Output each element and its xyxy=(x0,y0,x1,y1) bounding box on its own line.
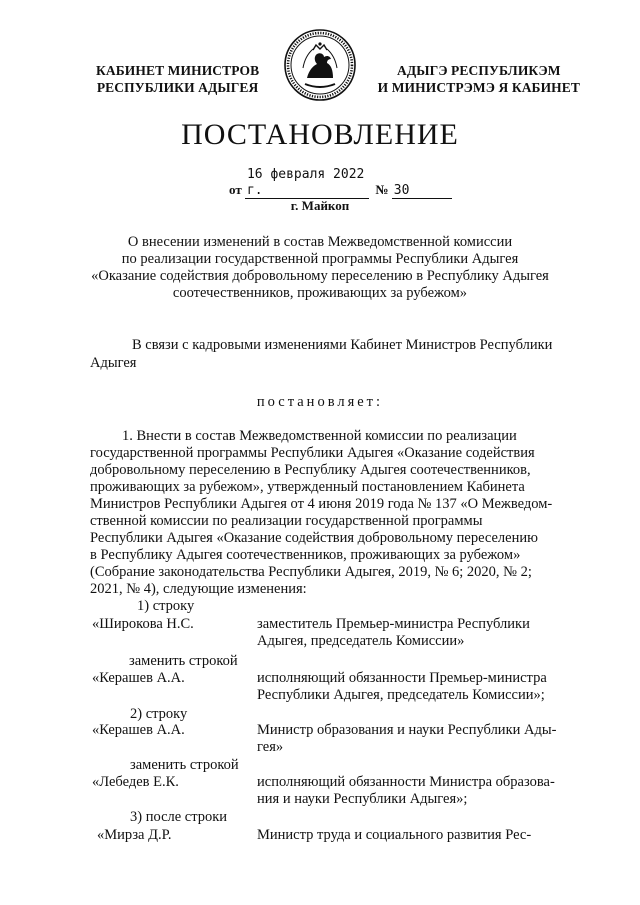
rep2-name: «Лебедев Е.К. xyxy=(92,774,179,790)
rep1-pos-line2: Республики Адыгея, председатель Комиссии»; xyxy=(257,687,545,703)
resolves-label: постановляет: xyxy=(256,394,384,410)
number-label: № xyxy=(375,182,389,197)
sub3-pos-line1: Министр труда и социального развития Рес- xyxy=(257,827,532,843)
sub1-pos-line1: заместитель Премьер-министра Республики xyxy=(257,616,530,632)
item1-line: (Собрание законодательства Республики Адыгея, 2019, № 6; 2020, № 2; xyxy=(90,564,532,580)
number-value-wrap xyxy=(392,182,452,199)
item1-line: в Республику Адыгея соотечественников, проживающих за рубежом» xyxy=(90,547,521,563)
sub3-position xyxy=(257,827,578,844)
sub3-name: «Мирза Д.Р. xyxy=(97,827,172,843)
header-right-line2: И МИНИСТРЭМЭ Я КАБИНЕТ xyxy=(377,80,580,95)
number-value: 30 xyxy=(393,183,410,198)
item1-line: Министров Республики Адыгея от 4 июня 2019 года № 137 «О Межведом- xyxy=(90,496,553,512)
date-value: 16 февраля 2022 г. xyxy=(246,167,365,198)
rep2-position xyxy=(257,774,578,808)
item1-block xyxy=(90,428,578,598)
header-left-line1: КАБИНЕТ МИНИСТРОВ xyxy=(96,63,260,78)
rep2-pos-line2: ния и науки Республики Адыгея»; xyxy=(257,791,468,807)
sub2-label: 2) строку xyxy=(130,706,188,722)
sub1-position xyxy=(257,616,578,650)
item1-line: государственной программы Республики Адыгея «Оказание содействия xyxy=(90,445,535,461)
subject-line2: по реализации государственной программы Республики Адыгея xyxy=(121,251,519,267)
item1-line: ственной комиссии по реализации государственной программы xyxy=(90,513,483,529)
item1-line: Республики Адыгея «Оказание содействия добровольному переселению xyxy=(90,530,538,546)
subject-line4: соотечественников, проживающих за рубежом» xyxy=(172,285,468,301)
item1-line: добровольному переселению в Республику Адыгея соотечественников, xyxy=(90,462,531,478)
sub1-name: «Широкова Н.С. xyxy=(92,616,194,632)
date-line xyxy=(229,166,452,199)
header-left-line2: РЕСПУБЛИКИ АДЫГЕЯ xyxy=(96,80,259,95)
coat-of-arms-icon xyxy=(283,28,357,102)
date-prefix: от xyxy=(229,182,242,197)
document-title: ПОСТАНОВЛЕНИЕ xyxy=(181,118,459,151)
intro-line1: В связи с кадровыми изменениями Кабинет Министров Республики xyxy=(132,337,553,353)
rep2-pos-line1: исполняющий обязанности Министра образова- xyxy=(257,774,555,790)
replace2-label: заменить строкой xyxy=(130,757,239,773)
sub2-pos-line2: гея» xyxy=(257,739,284,755)
rep1-name: «Керашев А.А. xyxy=(92,670,185,686)
item1-line: проживающих за рубежом», утвержденный постановлением Кабинета xyxy=(90,479,525,495)
header-right-line1: АДЫГЭ РЕСПУБЛИКЭМ xyxy=(397,63,561,78)
subject-line3: «Оказание содействия добровольному переселению в Республику Адыгея xyxy=(91,268,549,284)
sub2-position xyxy=(257,722,578,756)
rep1-position xyxy=(257,670,578,704)
city: г. Майкоп xyxy=(290,198,350,213)
sub1-pos-line2: Адыгея, председатель Комиссии» xyxy=(257,633,465,649)
sub1-label: 1) строку xyxy=(137,598,195,614)
subject-block xyxy=(60,234,580,302)
header-right xyxy=(378,62,580,96)
sub2-name: «Керашев А.А. xyxy=(92,722,185,738)
sub2-pos-line1: Министр образования и науки Республики Ады- xyxy=(257,722,557,738)
header-left xyxy=(96,62,259,96)
rep1-pos-line1: исполняющий обязанности Премьер-министра xyxy=(257,670,547,686)
intro-line2: Адыгея xyxy=(90,355,137,371)
item1-line: 1. Внести в состав Межведомственной комиссии по реализации xyxy=(122,428,517,444)
date-value-wrap xyxy=(245,166,369,199)
replace1-label: заменить строкой xyxy=(129,653,238,669)
item1-line: 2021, № 4), следующие изменения: xyxy=(90,581,307,597)
sub3-label: 3) после строки xyxy=(130,809,228,825)
subject-line1: О внесении изменений в состав Межведомственной комиссии xyxy=(127,234,513,250)
